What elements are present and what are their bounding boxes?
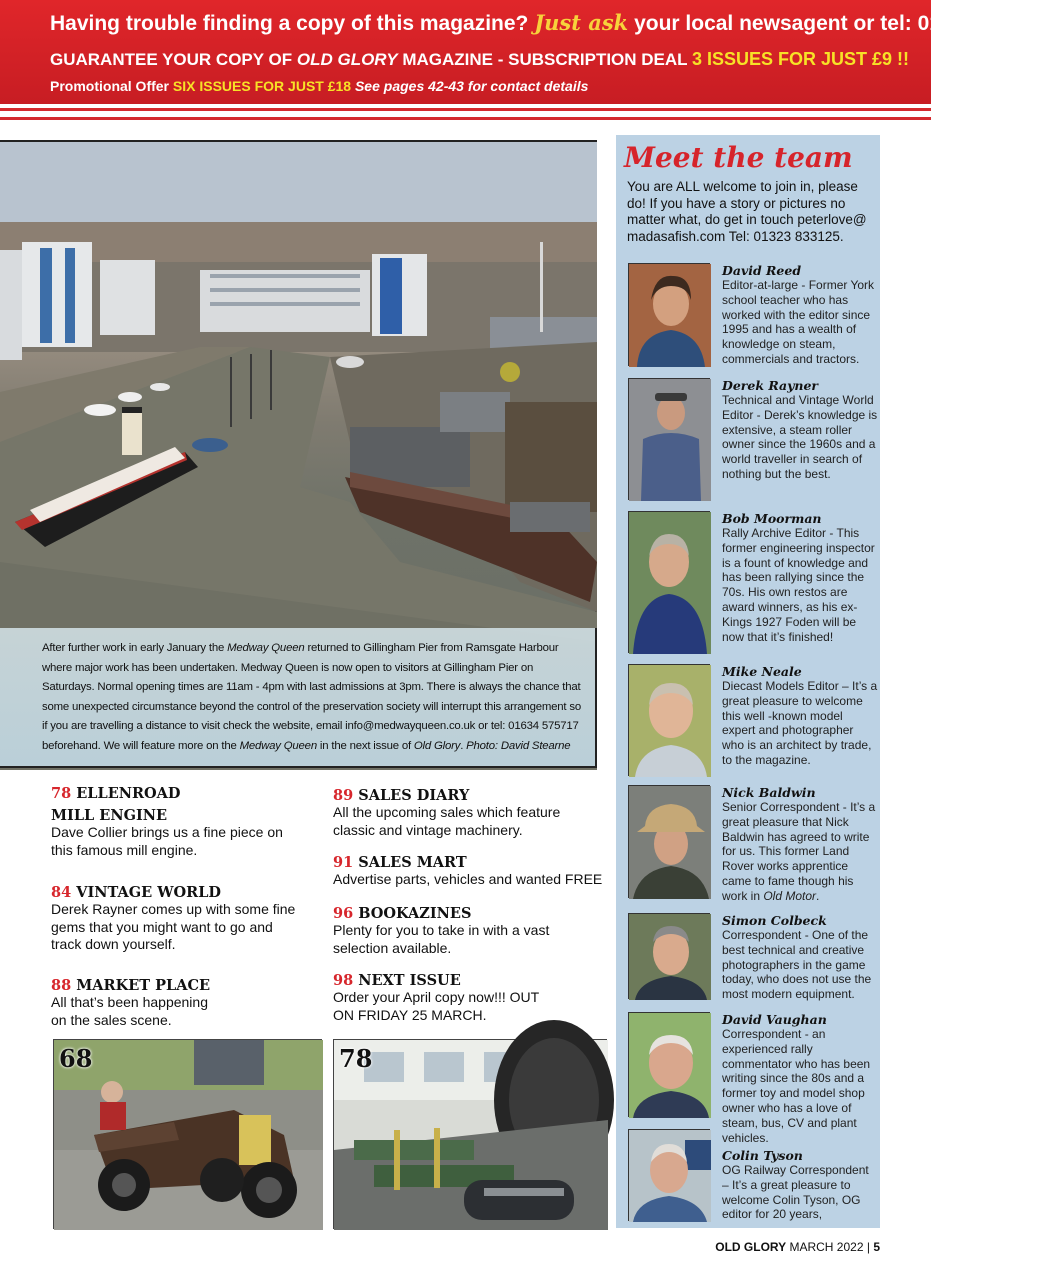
mill-engine-photo[interactable] (333, 1039, 607, 1229)
contents-item[interactable]: 98 NEXT ISSUE Order your April copy now!!! OUT ON FRIDAY 25 MARCH. (333, 972, 539, 1023)
portrait-photo (628, 1129, 710, 1221)
portrait-photo (628, 913, 710, 999)
banner-line-3: Promotional Offer SIX ISSUES FOR JUST £18 See pages 42-43 for contact details (50, 78, 589, 94)
portrait-photo (628, 1012, 710, 1117)
page-footer: OLD GLORY MARCH 2022 | 5 (715, 1240, 880, 1254)
portrait-photo (628, 785, 710, 898)
portrait-photo (628, 378, 710, 500)
vintage-car-photo[interactable] (53, 1039, 322, 1229)
contents-item[interactable]: 78 ELLENROAD MILL ENGINE Dave Collier brings us a fine piece on this famous mill engine. (51, 785, 283, 858)
photo-caption: After further work in early January the Medway Queen returned to Gillingham Pier from Ramsgate Harbour where major work has been undertaken. Medway Queen is now open to visitors at Gillingham Pier on Saturdays. Normal opening times are 11am - 4pm with last admissions at 3pm. There is always the chance that some unexpected circumstance beyond the control of the preservation society will interrupt this arrangement so if you are travelling a distance to visit check the website, email info@medwayqueen.co.uk or tel: 01634 575717 beforehand. We will feature more on the Medway Queen in the next issue of Old Glory. Photo: David Stearne (0, 628, 597, 768)
divider-stripe (0, 117, 931, 120)
contents-item[interactable]: 89 SALES DIARY All the upcoming sales which feature classic and vintage machinery. (333, 787, 561, 838)
contents-item[interactable]: 96 BOOKAZINES Plenty for you to take in with a vast selection available. (333, 905, 550, 956)
sidebar-intro: You are ALL welcome to join in, please do! If you have a story or pictures no matter what, do get in touch peterlove@ madasafish.com Tel: 01323 833125. (627, 179, 867, 244)
divider-stripe (0, 108, 931, 111)
sidebar-title: Meet the team (624, 141, 853, 174)
meet-the-team-sidebar: Meet the team You are ALL welcome to join in, please do! If you have a story or pictures no matter what, do get in touch peterlove@ madasafish.com Tel: 01323 833125. David Reed Editor-at-large - Former York school teacher who has worked with the editor since 1995 and has a wealth of knowledge on steam, commercials and tractors. Derek Rayner Technical and Vintage World Editor - Derek’s knowledge is extensive, a steam roller owner since the 1960s and a world traveller in search of nothing but the best. Bob Moorman Rally Archive Editor - This former engineering inspector is a fount of knowledge and has been rallying since the 70s. His own restos are award winners, as his ex-Kings 1927 Foden will be now that it’s finished! Mike Neale Diecast Models Editor – It’s a great pleasure to welcome this well -known model expert and photographer who is an architect by trade, to the magazine. Nick Baldwin Senior Correspondent - It’s a great pleasure that Nick Baldwin has agreed to write for us. This former Land Rover works apprentice came to fame though his work in Old Motor. Simon Colbeck Correspondent - One of the best technical and creative photographers in the game today, who does not use the most modern equipment. David Vaughan Correspondent - an experienced rally commentator who has been writing since the 80s and a former toy and model shop owner who has a love of steam, bus, CV and plant vehicles. Colin Tyson OG Railway Correspondent – It’s a great pleasure to welcome Colin Tyson, OG editor for 20 years, (616, 135, 880, 1228)
contents-item[interactable]: 91 SALES MART Advertise parts, vehicles and wanted FREE (333, 854, 603, 887)
portrait-photo (628, 263, 710, 366)
banner-line-2: GUARANTEE YOUR COPY OF OLD GLORY MAGAZINE - SUBSCRIPTION DEAL 3 ISSUES FOR JUST £9 !! (50, 49, 910, 69)
page-number-label: 68 (59, 1044, 93, 1073)
portrait-photo (628, 664, 710, 776)
portrait-photo (628, 511, 710, 653)
page-number-label: 78 (339, 1044, 373, 1073)
contents-item[interactable]: 84 VINTAGE WORLD Derek Rayner comes up with some fine gems that you might want to go and track down yourself. (51, 884, 296, 952)
subscription-banner (0, 0, 1052, 104)
contents-item[interactable]: 88 MARKET PLACE All that’s been happening on the sales scene. (51, 977, 211, 1028)
banner-line-1: Having trouble finding a copy of this magazine? Just ask your local newsagent or tel: 01959 541444 (50, 10, 1052, 35)
